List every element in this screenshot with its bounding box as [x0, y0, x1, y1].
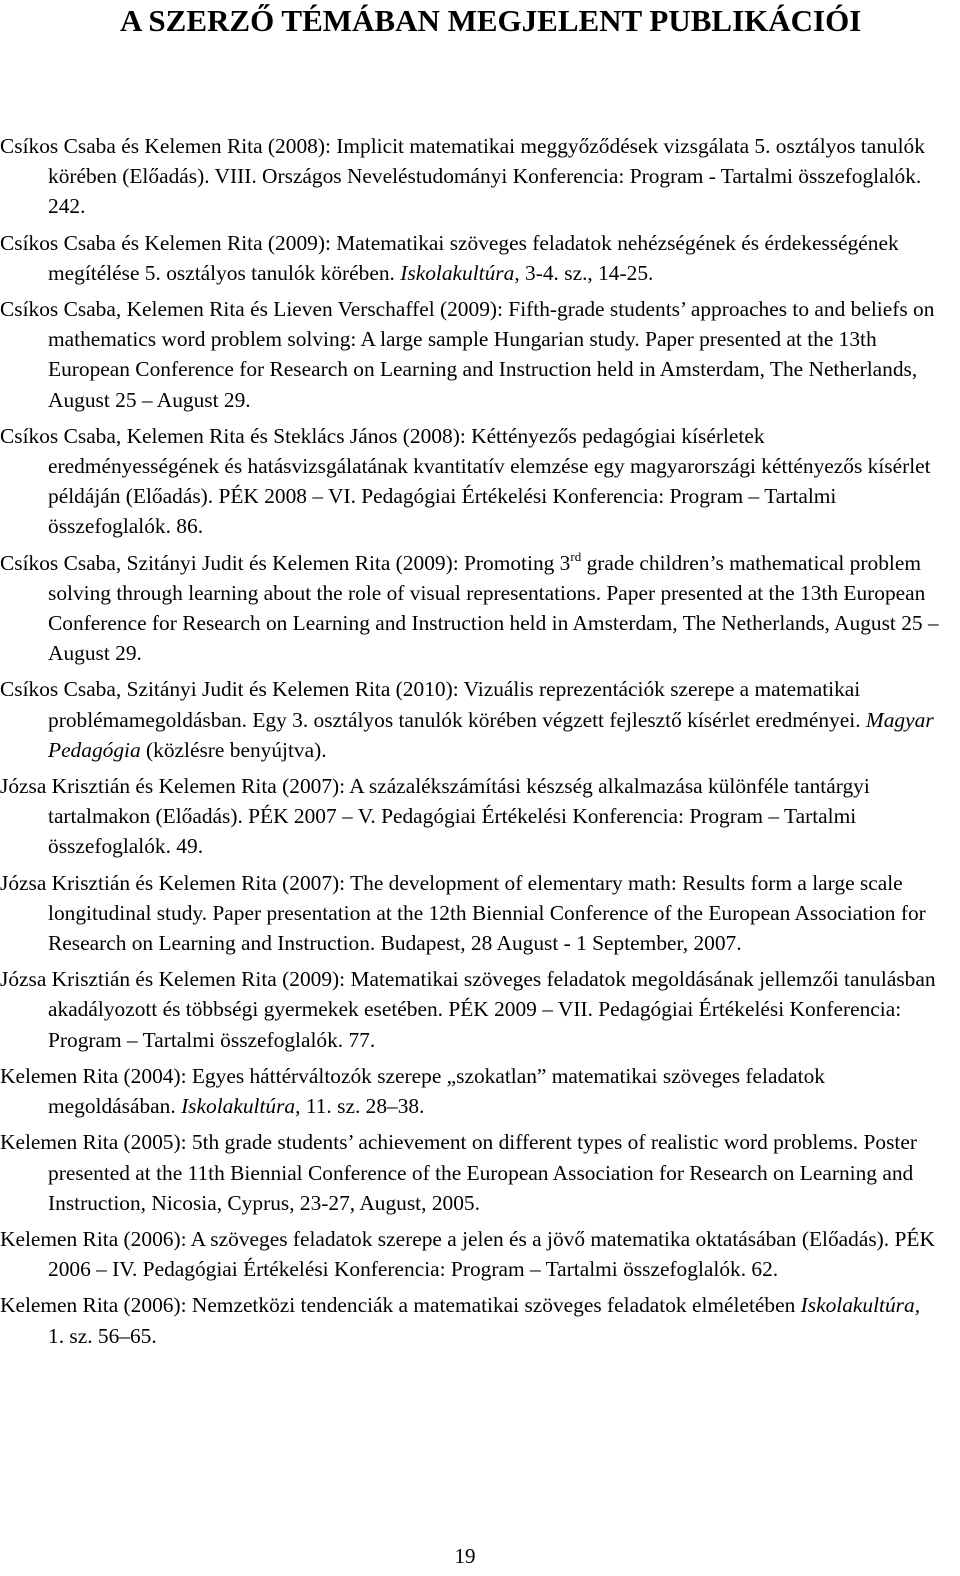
journal-title: Iskolakultúra,: [800, 1293, 921, 1318]
reference-text: Kelemen Rita (2005): 5th grade students’ achievement on different types of realistic word problems. Poster presented at the 11th Biennial Conference of the European Association for Research on Learning and Instruction, Nicosia, Cyprus, 23-27, August, 2005.: [0, 1130, 917, 1215]
reference-item: [0, 421, 940, 542]
journal-title: Magyar Pedagógia: [48, 707, 934, 762]
reference-text-tail: , 11. sz. 28–38.: [295, 1094, 425, 1119]
reference-item: [0, 1061, 940, 1121]
reference-text: Józsa Krisztián és Kelemen Rita (2009): Matematikai szöveges feladatok megoldásának jellemzői tanulásban akadályozott és többségi gyermekek esetében. PÉK 2009 – VII. Pedagógiai Értékelési Konferencia: Program – Tartalmi összefoglalók. 77.: [0, 967, 936, 1052]
reference-text-tail: (közlésre benyújtva).: [140, 737, 327, 762]
reference-item: [0, 964, 940, 1055]
reference-text: Kelemen Rita (2006): A szöveges feladatok szerepe a jelen és a jövő matematika oktatásában (Előadás). PÉK 2006 – IV. Pedagógiai Értékelési Konferencia: Program – Tartalmi összefoglalók. 62.: [0, 1226, 935, 1282]
page-number: 19: [454, 1544, 476, 1568]
page-title: A SZERZŐ TÉMÁBAN MEGJELENT PUBLIKÁCIÓI: [120, 3, 862, 38]
reference-text: Csíkos Csaba, Kelemen Rita és Lieven Verschaffel (2009): Fifth-grade students’ approaches to and beliefs on mathematics word problem solving: A large sample Hungarian study. Paper presented at the 13th European Conference for Research on Learning and Instruction held in Amsterdam, The Netherlands, August 25 – August 29.: [0, 297, 935, 412]
ordinal-suffix: rd: [570, 548, 582, 564]
reference-item: [0, 131, 940, 222]
journal-title: Iskolakultúra: [400, 260, 515, 285]
reference-text-tail: 1. sz. 56–65.: [48, 1323, 157, 1348]
reference-text: Csíkos Csaba és Kelemen Rita (2008): Implicit matematikai meggyőződések vizsgálata 5. osztályos tanulók körében (Előadás). VIII. Országos Neveléstudományi Konferencia: Program - Tartalmi összefoglalók. 242.: [0, 134, 925, 219]
reference-item: [0, 1224, 940, 1284]
reference-list: [0, 131, 940, 1357]
journal-title: Iskolakultúra: [181, 1094, 296, 1119]
reference-text: Csíkos Csaba, Szitányi Judit és Kelemen Rita (2010): Vizuális reprezentációk szerepe a matematikai problémamegoldásban. Egy 3. osztályos tanulók körében végzett fejlesztő kísérlet eredményei.: [0, 677, 866, 732]
reference-item: [0, 548, 940, 669]
reference-text: Csíkos Csaba és Kelemen Rita (2009): Matematikai szöveges feladatok nehézségének és érdekességének megítélése 5. osztályos tanulók körében.: [0, 230, 899, 285]
reference-text: Kelemen Rita (2006): Nemzetközi tendenciák a matematikai szöveges feladatok elméletében: [0, 1293, 801, 1318]
reference-text: Csíkos Csaba, Kelemen Rita és Steklács János (2008): Kéttényezős pedagógiai kísérletek eredményességének és hatásvizsgálatának kvantitatív elemzése egy magyarországi kéttényezős kísérlet példáján (Előadás). PÉK 2008 – VI. Pedagógiai Értékelési Konferencia: Program – Tartalmi összefoglalók. 86.: [0, 423, 931, 539]
reference-item: [0, 294, 940, 415]
reference-text: Józsa Krisztián és Kelemen Rita (2007): A százalékszámítási készség alkalmazása különféle tantárgyi tartalmakon (Előadás). PÉK 2007 – V. Pedagógiai Értékelési Konferencia: Program – Tartalmi összefoglalók. 49.: [0, 774, 870, 859]
reference-item: [0, 228, 940, 288]
reference-item: [0, 1290, 940, 1350]
reference-item: [0, 868, 940, 959]
reference-text-tail: , 3-4. sz., 14-25.: [514, 260, 654, 285]
reference-text: Kelemen Rita (2004): Egyes háttérváltozók szerepe „szokatlan” matematikai szöveges feladatok megoldásában.: [0, 1063, 825, 1119]
reference-text: Józsa Krisztián és Kelemen Rita (2007): The development of elementary math: Results form a large scale longitudinal study. Paper presentation at the 12th Biennial Conference of the European Association for Research on Learning and Instruction. Budapest, 28 August - 1 September, 2007.: [0, 870, 926, 956]
reference-text: Csíkos Csaba, Szitányi Judit és Kelemen Rita (2009): Promoting 3: [0, 550, 571, 575]
reference-item: [0, 771, 940, 862]
reference-text-tail: grade children’s mathematical problem solving through learning about the role of visual representations. Paper presented at the 13th European Conference for Research on Learning and Instruction held in Amsterdam, The Netherlands, August 25 – August 29.: [48, 550, 939, 666]
reference-item: [0, 674, 940, 765]
reference-item: [0, 1127, 940, 1218]
